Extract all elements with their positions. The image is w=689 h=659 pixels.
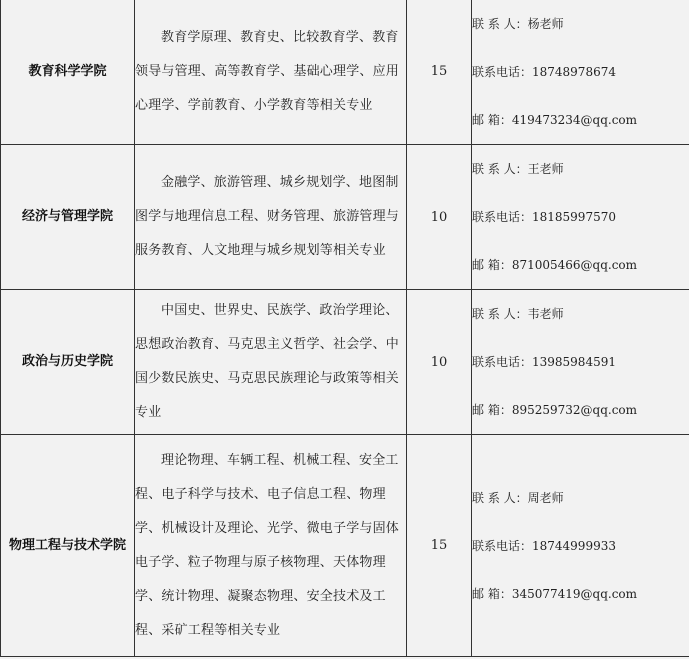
contact-person: 联 系 人：韦老师 — [472, 307, 564, 321]
major-list: 理论物理、车辆工程、机械工程、安全工程、电子科学与技术、电子信息工程、物理学、机械设计及理论、光学、微电子学与固体电子学、粒子物理与原子核物理、天体物理学、统计物理、凝聚态物理、安全技术及工程、采矿工程等相关专业 — [135, 435, 407, 657]
college-name: 政治与历史学院 — [1, 290, 135, 435]
table-row — [1, 145, 689, 290]
contact-phone: 联系电话：13985984591 — [472, 355, 616, 369]
college-name: 经济与管理学院 — [1, 145, 135, 290]
recruit-count: 10 — [407, 145, 472, 290]
table-row — [1, 0, 689, 145]
contact-email: 邮 箱：345077419@qq.com — [472, 586, 638, 601]
major-list: 中国史、世界史、民族学、政治学理论、思想政治教育、马克思主义哲学、社会学、中国少数民族史、马克思民族理论与政策等相关专业 — [135, 290, 407, 435]
contact-person: 联 系 人：周老师 — [472, 490, 564, 505]
table-row — [1, 290, 689, 435]
contact-phone: 联系电话：18744999933 — [472, 538, 616, 553]
recruit-count: 10 — [407, 290, 472, 435]
contact-email: 邮 箱：419473234@qq.com — [472, 112, 638, 127]
contact-cell — [472, 145, 689, 290]
contact-person: 联 系 人：杨老师 — [472, 16, 564, 31]
recruit-count: 15 — [407, 435, 472, 657]
college-name: 物理工程与技术学院 — [1, 435, 135, 657]
contact-person: 联 系 人：王老师 — [472, 162, 564, 176]
major-list: 金融学、旅游管理、城乡规划学、地图制图学与地理信息工程、财务管理、旅游管理与服务教育、人文地理与城乡规划等相关专业 — [135, 145, 407, 290]
college-name: 教育科学学院 — [1, 0, 135, 145]
contact-email: 邮 箱：871005466@qq.com — [472, 258, 638, 272]
major-list: 教育学原理、教育史、比较教育学、教育领导与管理、高等教育学、基础心理学、应用心理学、学前教育、小学教育等相关专业 — [135, 0, 407, 145]
contact-email: 邮 箱：895259732@qq.com — [472, 403, 638, 417]
contact-phone: 联系电话：18748978674 — [472, 64, 616, 79]
contact-cell — [472, 0, 689, 145]
contact-cell — [472, 435, 689, 657]
recruit-count: 15 — [407, 0, 472, 145]
table-row — [1, 435, 689, 657]
contact-cell — [472, 290, 689, 435]
contact-phone: 联系电话：18185997570 — [472, 210, 616, 224]
